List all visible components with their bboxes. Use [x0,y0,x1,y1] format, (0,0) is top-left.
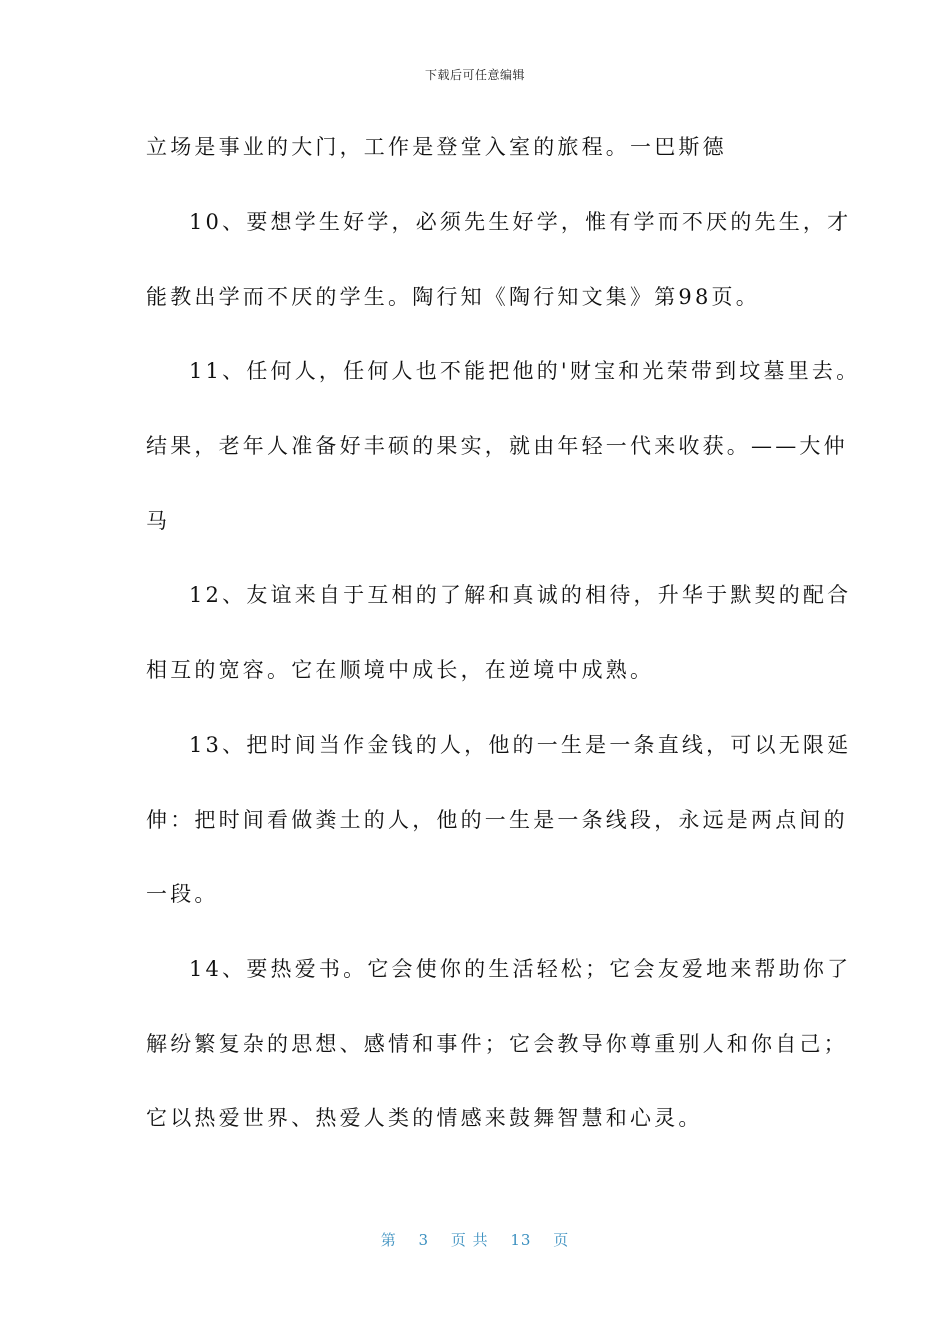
text-line: 解纷繁复杂的思想、感情和事件；它会教导你尊重别人和你自己； [146,1032,848,1056]
text-line: 一段。 [146,882,219,906]
text-line: 12、友谊来自于互相的了解和真诚的相待，升华于默契的配合 [189,583,852,607]
footer-ye-gong: 页 共 [450,1231,489,1249]
text-line: 能教出学而不厌的学生。陶行知《陶行知文集》第98页。 [146,285,760,309]
text-line: 它以热爱世界、热爱人类的情感来鼓舞智慧和心灵。 [146,1106,703,1130]
text-line: 立场是事业的大门，工作是登堂入室的旅程。一巴斯德 [146,135,727,159]
text-line: 伸：把时间看做粪土的人，他的一生是一条线段，永远是两点间的 [146,808,848,832]
page-footer [0,1229,950,1250]
footer-di: 第 [380,1231,397,1249]
footer-ye: 页 [553,1231,570,1249]
page-header-note: 下载后可任意编辑 [424,68,525,82]
text-line: 马 [146,509,171,533]
text-line: 10、要想学生好学，必须先生好学，惟有学而不厌的先生，才 [189,210,852,234]
footer-current-page: 3 [418,1231,430,1249]
text-line: 14、要热爱书。它会使你的生活轻松；它会友爱地来帮助你了 [189,957,852,981]
text-line: 13、把时间当作金钱的人，他的一生是一条直线，可以无限延 [189,733,852,757]
footer-total-pages: 13 [510,1231,532,1249]
text-line: 结果，老年人准备好丰硕的果实，就由年轻一代来收获。——大仲 [146,434,848,458]
text-line: 11、任何人，任何人也不能把他的'财宝和光荣带到坟墓里去。 [189,359,861,383]
text-line: 相互的宽容。它在顺境中成长，在逆境中成熟。 [146,658,655,682]
